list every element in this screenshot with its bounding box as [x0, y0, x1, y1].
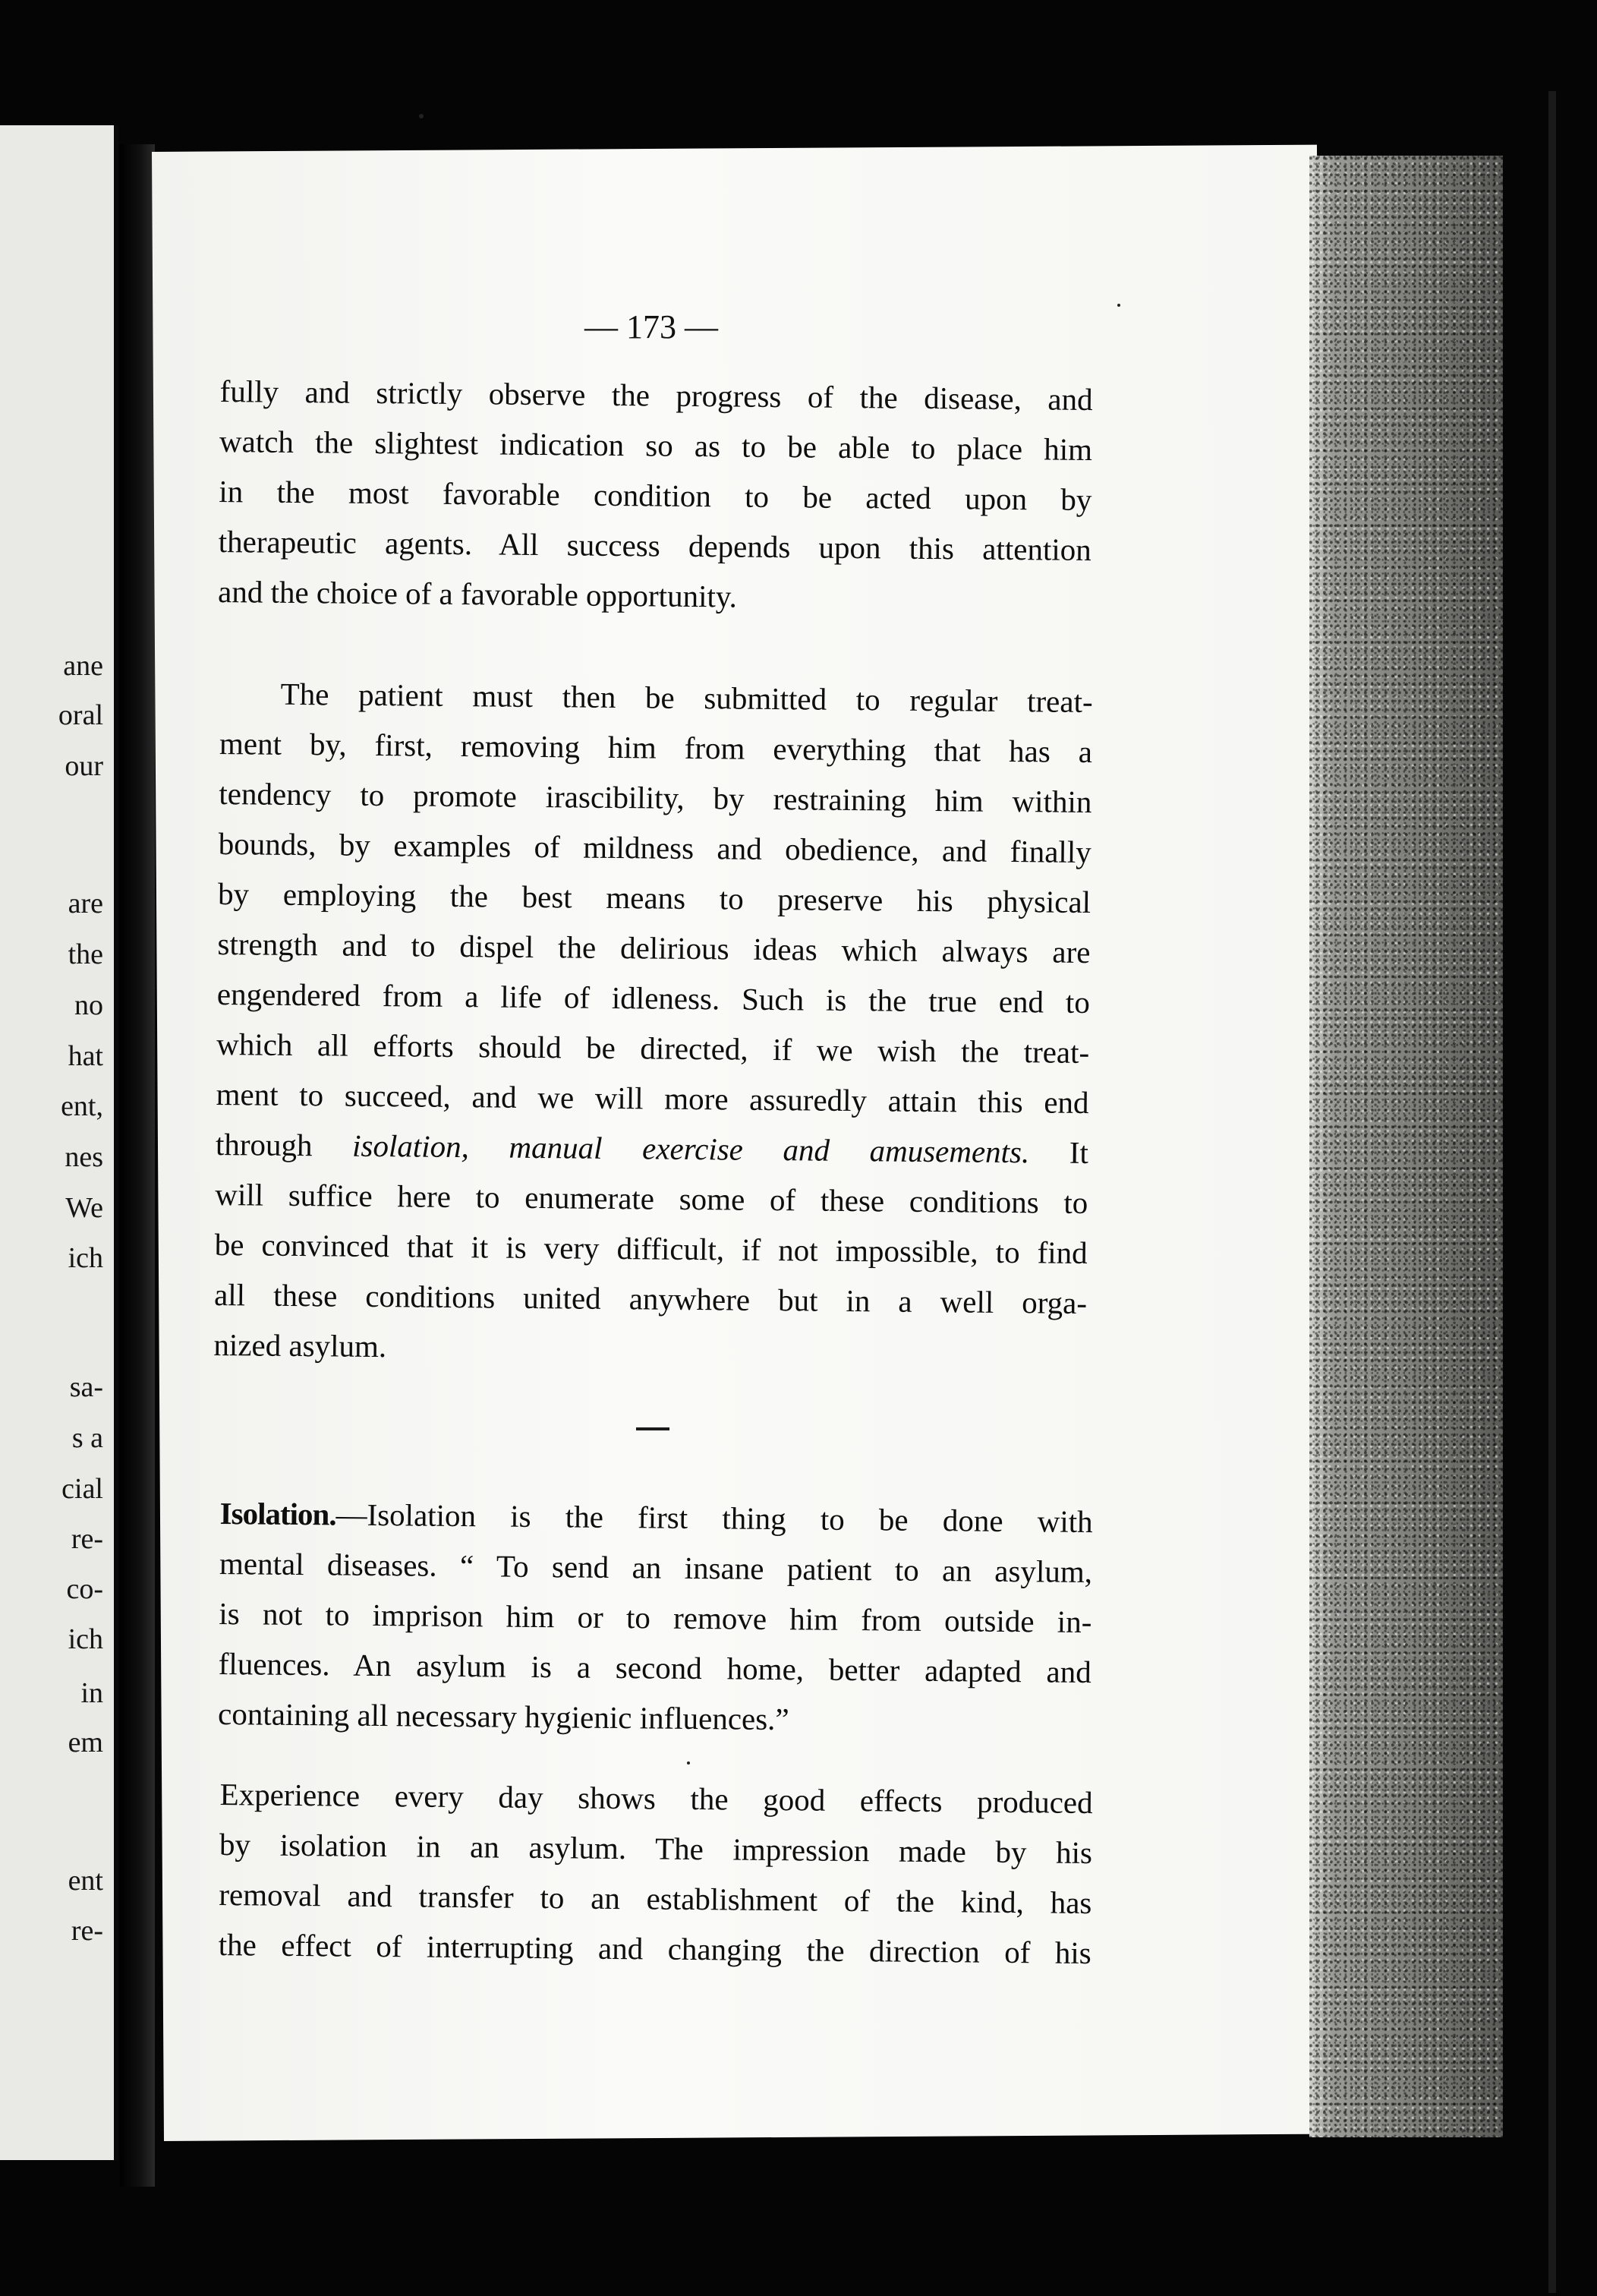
book-gutter: [120, 144, 155, 2187]
facing-page-fragment: ich: [68, 1623, 103, 1655]
facing-page-fragment: cial: [61, 1473, 103, 1505]
facing-page-fragment: ent: [68, 1865, 103, 1897]
text-line: therapeutic agents. All success depends upon this attention: [218, 523, 1091, 568]
facing-page-fragment: ich: [68, 1242, 103, 1274]
text-line: watch the slightest indication so as to be able to place him: [219, 423, 1093, 468]
facing-page-fragment: no: [74, 989, 103, 1021]
text-span: —Isolation is the first thing to be done with: [335, 1496, 1093, 1540]
dust-speck: [419, 114, 424, 118]
text-line: will suffice here to enumerate some of these conditions to: [215, 1176, 1088, 1221]
text-line: nized asylum.: [213, 1326, 387, 1364]
facing-page-fragment: in: [80, 1677, 103, 1709]
text-line: removal and transfer to an establishment of the kind, has: [219, 1876, 1092, 1921]
text-span: It: [1069, 1134, 1089, 1171]
section-divider: [636, 1427, 669, 1430]
italic-emphasis: isolation, manual exercise and amusements.: [351, 1128, 1030, 1170]
page-edges: [1309, 156, 1503, 2137]
facing-page-left: [0, 125, 118, 2160]
facing-page-fragment: nes: [65, 1141, 103, 1173]
text-line: engendered from a life of idleness. Such is the true end to: [216, 976, 1091, 1020]
facing-page-fragment: sa-: [69, 1371, 103, 1403]
paragraph-treatment: [213, 668, 1093, 1378]
text-line: be convinced that it is very difficult, if not impossible, to find: [214, 1226, 1088, 1271]
text-line: all these conditions united anywhere but in a well orga-: [213, 1276, 1088, 1320]
text-line: Experience every day shows the good effects produced: [219, 1776, 1093, 1821]
facing-page-fragment: We: [65, 1192, 103, 1224]
section-first-line: [219, 1488, 1093, 1547]
text-line: and the choice of a favorable opportunity.: [217, 573, 738, 614]
text-line: which all efforts should be directed, if we wish the treat-: [216, 1026, 1090, 1071]
text-line: tendency to promote irascibility, by restraining him within: [219, 775, 1092, 820]
paragraph-continued: [218, 366, 1093, 625]
text-line: mental diseases. “ To send an insane patient to an asylum,: [219, 1545, 1093, 1590]
film-border: [1548, 91, 1556, 2293]
facing-page-fragment: re-: [71, 1523, 103, 1555]
facing-page-fragment: are: [68, 888, 103, 919]
text-span: through: [215, 1126, 313, 1163]
text-line: ment to succeed, and we will more assuredly attain this end: [216, 1076, 1089, 1121]
text-line: strength and to dispel the delirious ideas which always are: [217, 926, 1091, 970]
text-line: The patient must then be submitted to regular treat-: [280, 676, 1093, 720]
facing-page-fragment: the: [68, 938, 103, 970]
facing-page-fragment: ent,: [61, 1090, 103, 1122]
section-isolation: [218, 1488, 1093, 1747]
text-line: fully and strictly observe the progress of the disease, and: [219, 373, 1093, 418]
dust-speck: [687, 1761, 690, 1765]
text-line: containing all necessary hygienic influences.”: [217, 1695, 789, 1737]
text-line: the effect of interrupting and changing the direction of his: [218, 1926, 1091, 1971]
text-line: in the most favorable condition to be acted upon by: [219, 473, 1092, 518]
facing-page-fragment: hat: [68, 1040, 103, 1072]
facing-page-fragment: em: [68, 1727, 103, 1758]
facing-page-fragment: our: [65, 750, 103, 782]
facing-page-fragment: s a: [71, 1422, 103, 1454]
page-number: — 173 —: [584, 308, 718, 345]
text-line-emphasis: [216, 1119, 1089, 1178]
text-line: ment by, first, removing him from everything that has a: [219, 725, 1093, 770]
facing-page-fragment: re-: [71, 1915, 103, 1947]
facing-page-fragment: co-: [66, 1573, 103, 1605]
facing-page-fragment: oral: [58, 699, 103, 731]
text-line: is not to imprison him or to remove him from outside in-: [219, 1595, 1092, 1640]
text-line: by isolation in an asylum. The impression made by his: [219, 1826, 1093, 1871]
text-line: bounds, by examples of mildness and obedience, and finally: [218, 825, 1091, 870]
section-heading: Isolation.: [219, 1495, 336, 1532]
text-line: by employing the best means to preserve his physical: [217, 875, 1091, 920]
dust-speck: [1117, 304, 1120, 307]
facing-page-fragment: ane: [63, 650, 103, 682]
paragraph-experience: [218, 1769, 1092, 1978]
text-line: fluences. An asylum is a second home, better adapted and: [218, 1645, 1091, 1690]
